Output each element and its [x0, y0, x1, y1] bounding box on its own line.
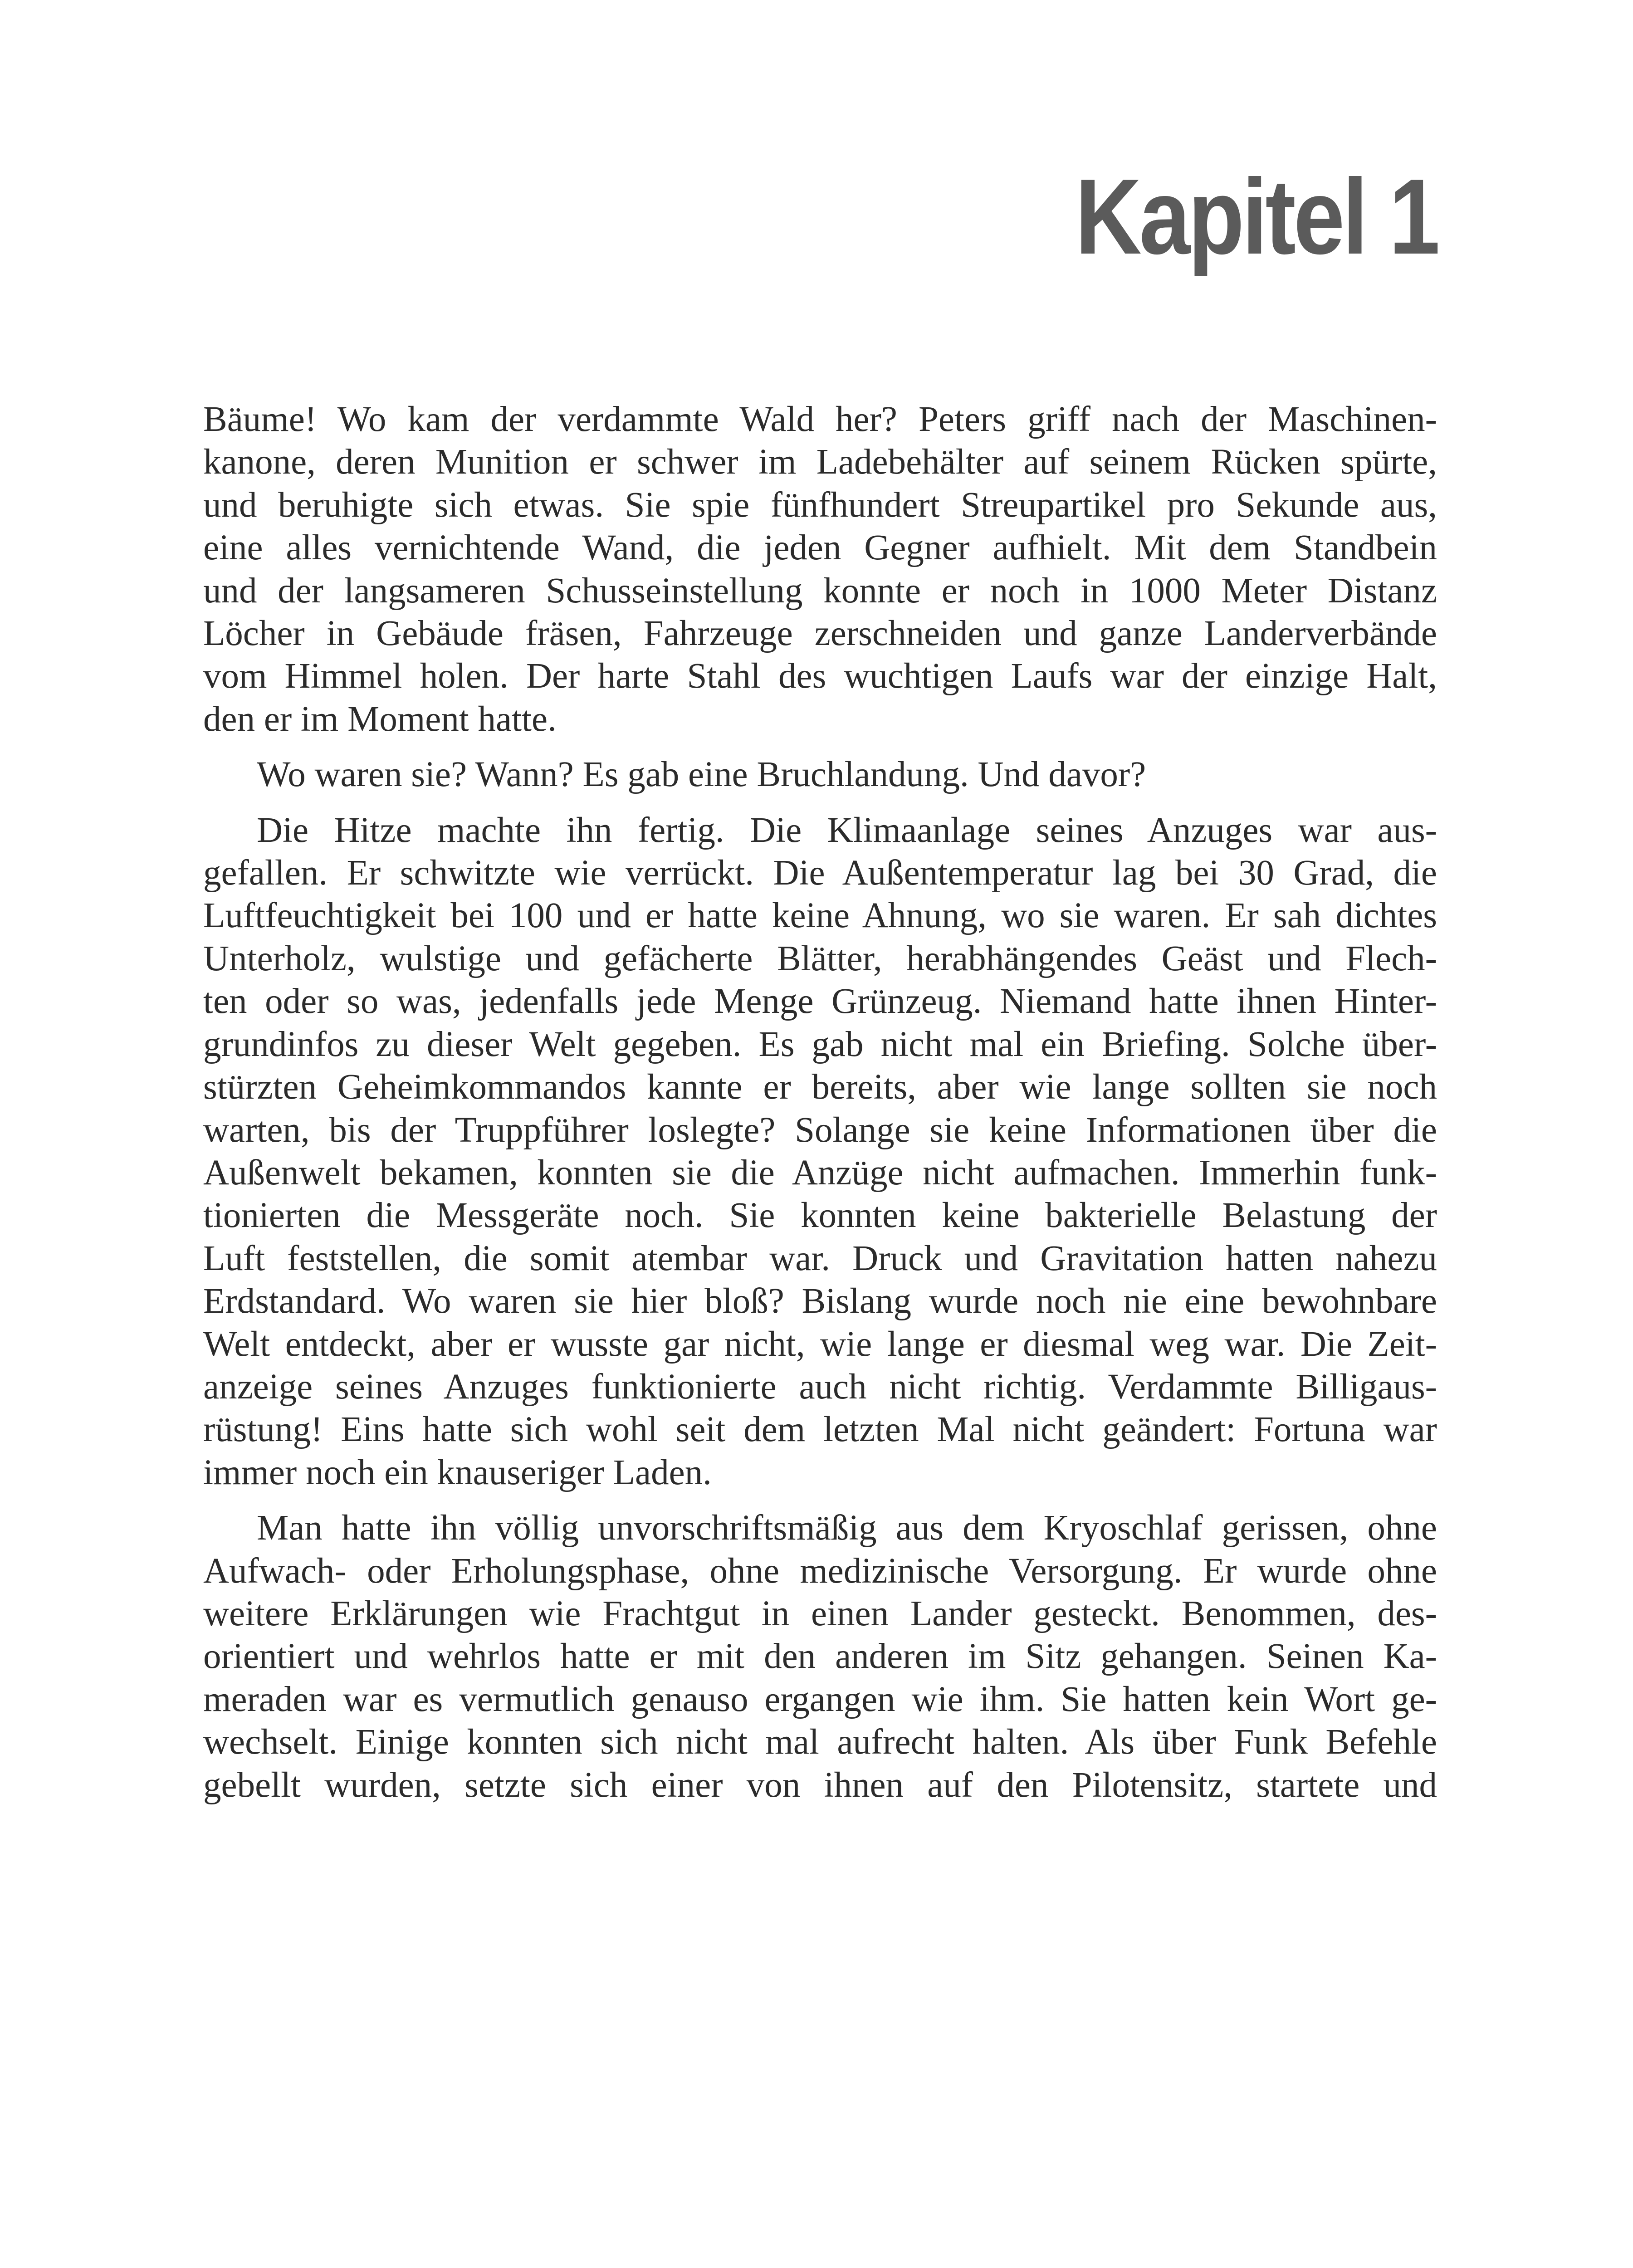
text-line: eine alles vernichtende Wand, die jeden Gegner aufhielt. Mit dem Standbein — [203, 528, 1437, 568]
text-line: Wo waren sie? Wann? Es gab eine Bruchlandung. Und davor? — [257, 755, 1146, 795]
text-line: Unterholz, wulstige und gefächerte Blätter, herabhängendes Geäst und Flech- — [203, 938, 1437, 978]
text-line: und beruhigte sich etwas. Sie spie fünfhundert Streupartikel pro Sekunde aus, — [203, 485, 1437, 525]
paragraph — [203, 753, 1437, 796]
text-line: meraden war es vermutlich genauso ergangen wie ihm. Sie hatten kein Wort ge- — [203, 1679, 1437, 1719]
text-line: warten, bis der Truppführer loslegte? Solange sie keine Informationen über die — [203, 1110, 1437, 1150]
paragraph — [203, 398, 1437, 741]
chapter-title: Kapitel 1 — [1075, 157, 1438, 277]
text-line: Luft feststellen, die somit atembar war. Druck und Gravitation hatten nahezu — [203, 1238, 1437, 1278]
text-line: Erdstandard. Wo waren sie hier bloß? Bislang wurde noch nie eine bewohnbare — [203, 1281, 1437, 1321]
text-line: orientiert und wehrlos hatte er mit den anderen im Sitz gehangen. Seinen Ka- — [203, 1637, 1437, 1677]
text-line: grundinfos zu dieser Welt gegeben. Es gab nicht mal ein Briefing. Solche über- — [203, 1024, 1437, 1064]
text-line: den er im Moment hatte. — [203, 699, 557, 739]
text-line: Die Hitze machte ihn fertig. Die Klimaanlage seines Anzuges war aus- — [257, 810, 1437, 850]
text-line: Außenwelt bekamen, konnten sie die Anzüge nicht aufmachen. Immerhin funk- — [203, 1153, 1437, 1193]
text-line: Luftfeuchtigkeit bei 100 und er hatte keine Ahnung, wo sie waren. Er sah dichtes — [203, 896, 1437, 936]
text-line: Löcher in Gebäude fräsen, Fahrzeuge zerschneiden und ganze Landerverbände — [203, 614, 1437, 654]
text-line: Welt entdeckt, aber er wusste gar nicht, wie lange er diesmal weg war. Die Zeit- — [203, 1324, 1437, 1364]
text-line: vom Himmel holen. Der harte Stahl des wuchtigen Laufs war der einzige Halt, — [203, 656, 1437, 696]
text-line: stürzten Geheimkommandos kannte er bereits, aber wie lange sollten sie noch — [203, 1067, 1437, 1107]
text-line: immer noch ein knauseriger Laden. — [203, 1452, 712, 1492]
text-line: und der langsameren Schusseinstellung konnte er noch in 1000 Meter Distanz — [203, 571, 1437, 611]
text-line: gebellt wurden, setzte sich einer von ihnen auf den Pilotensitz, startete und — [203, 1765, 1437, 1805]
text-line: Man hatte ihn völlig unvorschriftsmäßig aus dem Kryoschlaf gerissen, ohne — [257, 1508, 1437, 1548]
text-line: anzeige seines Anzuges funktionierte auch nicht richtig. Verdammte Billigaus- — [203, 1367, 1437, 1407]
body-text — [203, 398, 1437, 1807]
text-line: Aufwach- oder Erholungsphase, ohne medizinische Versorgung. Er wurde ohne — [203, 1551, 1437, 1591]
text-line: wechselt. Einige konnten sich nicht mal aufrecht halten. Als über Funk Befehle — [203, 1722, 1437, 1762]
text-line: Bäume! Wo kam der verdammte Wald her? Peters griff nach der Maschinen- — [203, 400, 1437, 439]
text-line: weitere Erklärungen wie Frachtgut in einen Lander gesteckt. Benommen, des- — [203, 1593, 1437, 1633]
text-line: rüstung! Eins hatte sich wohl seit dem letzten Mal nicht geändert: Fortuna war — [203, 1410, 1437, 1450]
text-line: tionierten die Messgeräte noch. Sie konnten keine bakterielle Belastung der — [203, 1196, 1437, 1236]
text-line: ten oder so was, jedenfalls jede Menge Grünzeug. Niemand hatte ihnen Hinter- — [203, 982, 1437, 1022]
paragraph — [203, 1507, 1437, 1807]
text-line: gefallen. Er schwitzte wie verrückt. Die Außentemperatur lag bei 30 Grad, die — [203, 853, 1437, 893]
text-line: kanone, deren Munition er schwer im Ladebehälter auf seinem Rücken spürte, — [203, 442, 1437, 482]
paragraph — [203, 809, 1437, 1495]
